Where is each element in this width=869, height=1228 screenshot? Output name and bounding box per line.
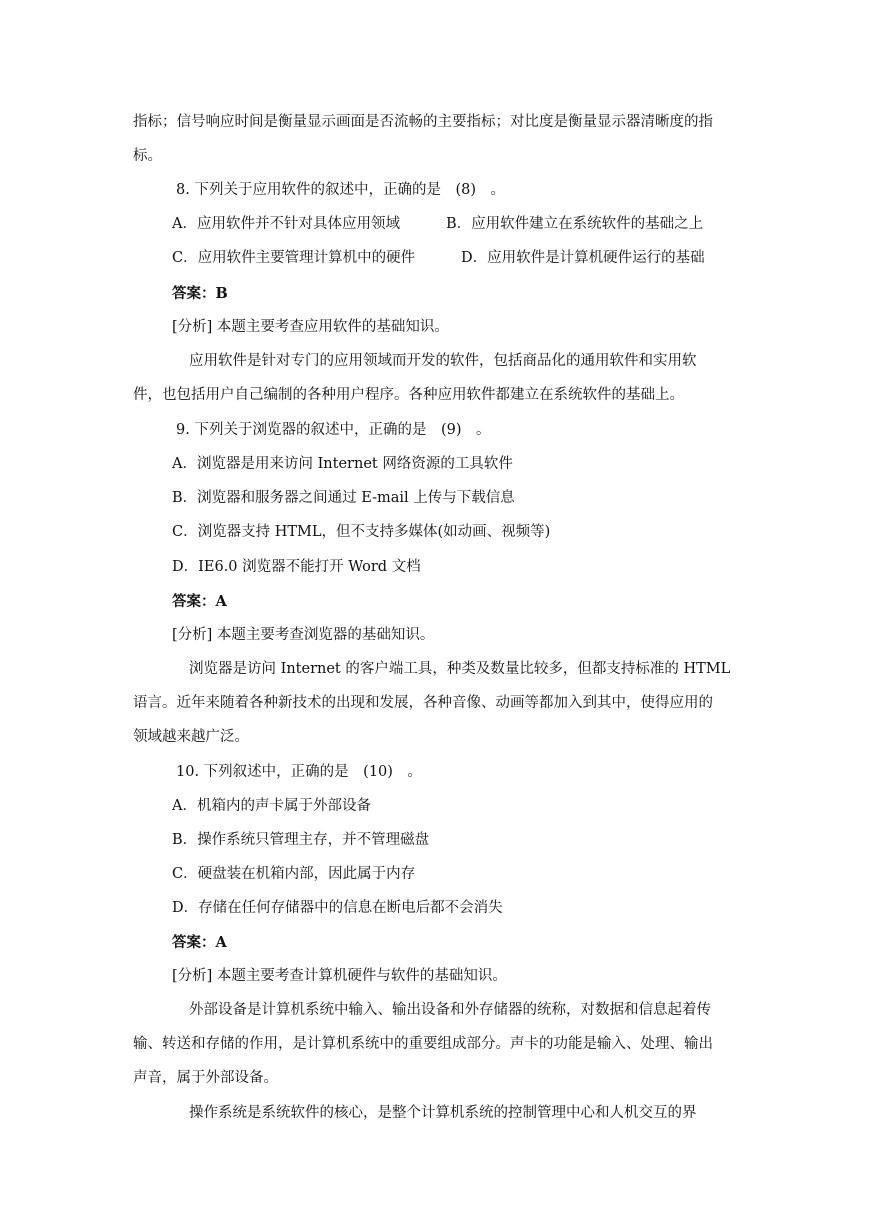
analysis-text: 件，也包括用户自己编制的各种用户程序。各种应用软件都建立在系统软件的基础上。	[133, 387, 684, 403]
option-d: D．应用软件是计算机硬件运行的基础	[461, 250, 705, 266]
analysis-text: 语言。近年来随着各种新技术的出现和发展，各种音像、动画等都加入到其中，使得应用的	[133, 695, 713, 711]
question-10: 10. 下列叙述中，正确的是 (10) 。	[176, 764, 422, 780]
analysis-text: 操作系统是系统软件的核心，是整个计算机系统的控制管理中心和人机交互的界	[189, 1105, 697, 1121]
analysis-heading: [分析] 本题主要考查浏览器的基础知识。	[172, 627, 435, 643]
answer-label: 答案：A	[172, 593, 227, 610]
analysis-text: 输、转送和存储的作用，是计算机系统中的重要组成部分。声卡的功能是输入、处理、输出	[133, 1036, 713, 1052]
analysis-text: 外部设备是计算机系统中输入、输出设备和外存储器的统称，对数据和信息起着传	[189, 1002, 711, 1018]
analysis-text: 浏览器是访问 Internet 的客户端工具，种类及数量比较多，但都支持标准的 HTML	[189, 661, 731, 677]
analysis-heading: [分析] 本题主要考查计算机硬件与软件的基础知识。	[172, 968, 507, 984]
analysis-heading: [分析] 本题主要考查应用软件的基础知识。	[172, 319, 449, 335]
option-d: D．存储在任何存储器中的信息在断电后都不会消失	[172, 900, 503, 916]
analysis-text: 声音，属于外部设备。	[133, 1070, 278, 1086]
text-line: 指标；信号响应时间是衡量显示画面是否流畅的主要指标；对比度是衡量显示器清晰度的指	[133, 114, 713, 130]
option-a: A．应用软件并不针对具体应用领域	[172, 216, 400, 232]
option-a: A．机箱内的声卡属于外部设备	[172, 798, 371, 814]
option-c: C．应用软件主要管理计算机中的硬件	[172, 250, 416, 266]
question-9: 9. 下列关于浏览器的叙述中，正确的是 (9) 。	[176, 422, 491, 438]
option-b: B．操作系统只管理主存，并不管理磁盘	[172, 832, 430, 848]
option-b: B．应用软件建立在系统软件的基础之上	[446, 216, 704, 232]
analysis-text: 应用软件是针对专门的应用领域而开发的软件，包括商品化的通用软件和实用软	[189, 353, 697, 369]
option-a: A．浏览器是用来访问 Internet 网络资源的工具软件	[172, 456, 513, 472]
answer-label: 答案：A	[172, 934, 227, 951]
answer-label: 答案：B	[172, 285, 228, 302]
analysis-text: 领域越来越广泛。	[133, 729, 249, 745]
text-line: 标。	[133, 148, 162, 164]
question-8: 8. 下列关于应用软件的叙述中，正确的是 (8) 。	[176, 182, 505, 198]
option-c: C．硬盘装在机箱内部，因此属于内存	[172, 866, 416, 882]
option-c: C．浏览器支持 HTML，但不支持多媒体(如动画、视频等)	[172, 524, 551, 540]
option-d: D．IE6.0 浏览器不能打开 Word 文档	[172, 559, 421, 575]
option-b: B．浏览器和服务器之间通过 E-mail 上传与下载信息	[172, 490, 515, 506]
